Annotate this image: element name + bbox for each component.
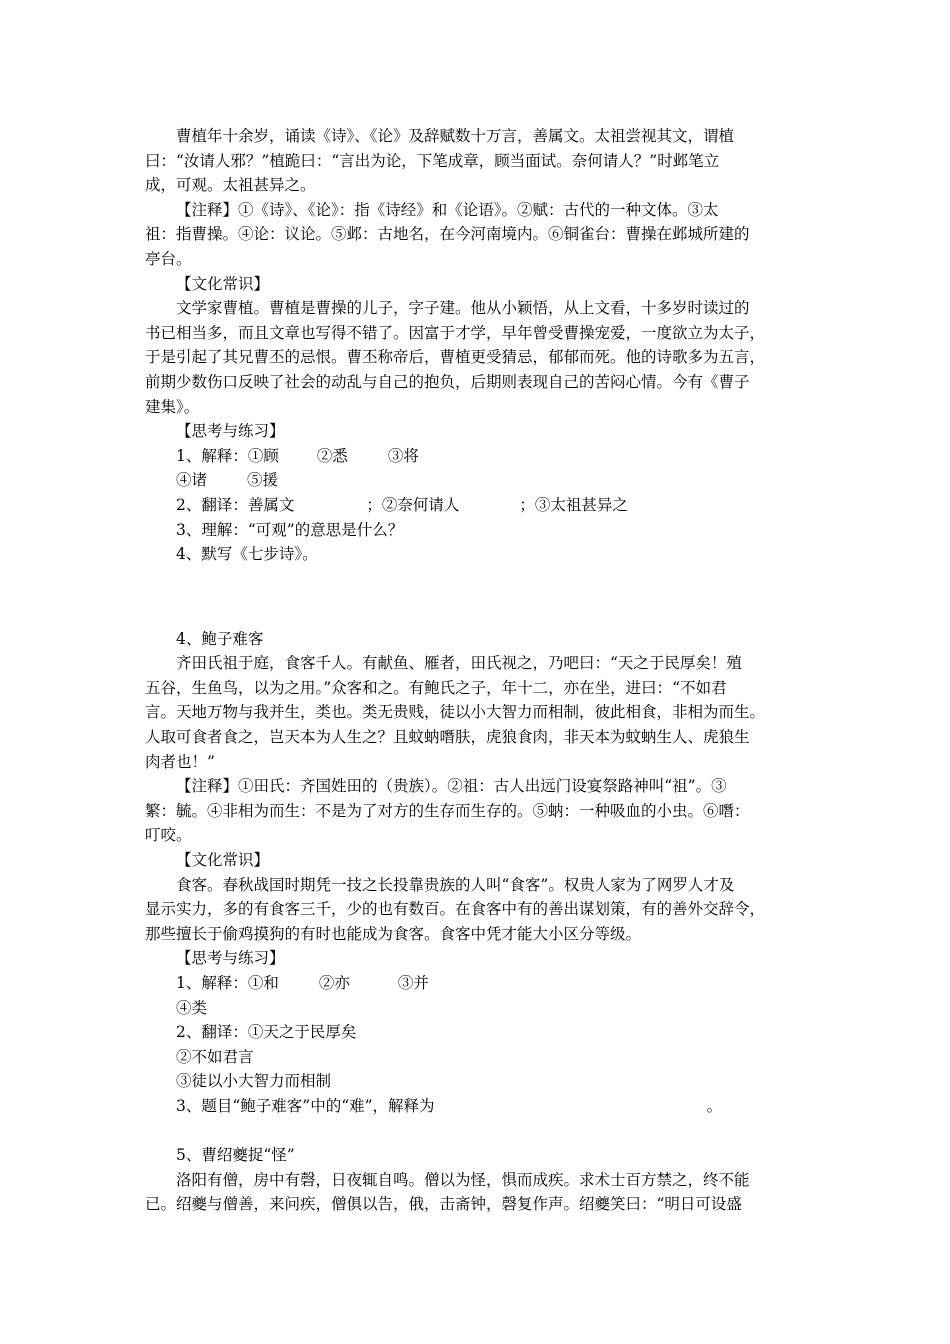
q2-prefix: 2、翻译：: [176, 495, 248, 514]
notes-line: 叮咬。: [145, 826, 192, 845]
exercise-q2-cont: ②不如君言: [176, 1047, 254, 1066]
exercise-q1-cont: ④类: [176, 998, 208, 1017]
notes-line: 【注释】①《诗》、《论》：指《诗经》和《论语》。②赋：古代的一种文体。③太: [176, 200, 719, 219]
q1-item: ④诸: [176, 471, 208, 490]
q1-item: ①顾: [247, 446, 279, 465]
section-title: 4、鲍子难客: [176, 629, 264, 648]
notes-line: 亭台。: [145, 249, 192, 268]
passage-line: 五谷，生鱼鸟，以为之用。”众客和之。有鲍氏之子，年十二，亦在坐，进曰：“不如君: [145, 678, 727, 697]
passage-line: 人取可食者食之，岂天本为人生之？且蚊蚋噆肤，虎狼食肉，非天本为蚊蚋生人、虎狼生: [145, 728, 750, 747]
exercise-q3: 3、理解：“可观”的意思是什么？: [176, 520, 404, 539]
culture-line: 前期少数伤口反映了社会的动乱与自己的抱负，后期则表现自己的苦闷心情。今有《曹子: [145, 372, 750, 391]
exercise-q2: 2、翻译：①天之于民厚矣: [176, 1023, 357, 1042]
q2-item: ；②奈何请人: [366, 495, 460, 514]
culture-line: 那些擅长于偷鸡摸狗的有时也能成为食客。食客中凭才能大小区分等级。: [145, 924, 642, 943]
q2-item: 善属文: [247, 495, 295, 514]
q1-item: ②亦: [318, 974, 350, 992]
culture-line: 书已相当多，而且文章也写得不错了。因富于才学，早年曾受曹操宠爱，一度欲立为太子，: [145, 323, 766, 342]
passage-line: 曹植年十余岁，诵读《诗》、《论》及辞赋数十万言，善属文。太祖尝视其文，谓植: [176, 127, 735, 145]
section-title: 5、曹绍夔捉“怪”: [176, 1146, 295, 1165]
exercise-q3: [145, 1094, 805, 1119]
exercise-q2: [145, 493, 805, 518]
culture-line: 文学家曹植。曹植是曹操的儿子，字子建。他从小颖悟，从上文看，十多岁时读过的: [176, 299, 750, 318]
q1-item: ⑤援: [247, 471, 279, 490]
q1-item: ③将: [387, 446, 419, 465]
exercise-q1-cont: [145, 468, 805, 493]
exercise-q2-cont: ③徒以小大智力而相制: [176, 1072, 332, 1091]
q3-end: 。: [706, 1096, 723, 1115]
culture-line: 于是引起了其兄曹丕的忌恨。曹丕称帝后，曹植更受猜忌，郁郁而死。他的诗歌多为五言，: [145, 348, 766, 367]
exercise-q1: [145, 971, 805, 996]
culture-heading: 【文化常识】: [176, 851, 270, 870]
exercise-heading: 【思考与练习】: [176, 949, 285, 968]
passage-line: 洛阳有僧，房中有磬，日夜辄自鸣。僧以为怪，惧而成疾。求术士百方禁之，终不能: [176, 1170, 750, 1189]
q3-text: 3、题目“鲍子难客”中的“难”，解释为: [176, 1096, 435, 1115]
q1-item: ②悉: [316, 446, 348, 465]
text-column: [145, 124, 805, 1217]
passage-line: 成，可观。太祖甚异之。: [145, 176, 316, 195]
q1-item: ③并: [397, 974, 429, 992]
q1-item: ①和: [247, 974, 279, 992]
notes-line: 【注释】①田氏：齐国姓田的（贵族）。②祖：古人出远门设宴祭路神叫“祖”。③: [176, 777, 727, 796]
passage-line: 肉者也！”: [145, 752, 215, 771]
q2-item: ；③太祖甚异之: [519, 495, 628, 514]
exercise-q1: [145, 444, 805, 469]
passage-line: 言。天地万物与我并生，类也。类无贵贱，徒以小大智力而相制，彼此相食，非相为而生。: [145, 703, 766, 722]
q1-prefix: 1、解释：: [176, 974, 248, 992]
exercise-heading: 【思考与练习】: [176, 422, 285, 441]
passage-line: 曰：“汝请人邪？”植跪曰：“言出为论，下笔成章，顾当面试。奈何请人？”时邺笔立: [145, 151, 720, 170]
culture-line: 建集》。: [145, 397, 200, 416]
q1-prefix: 1、解释：: [176, 446, 248, 465]
passage-line: 齐田氏祖于庭，食客千人。有献鱼、雁者，田氏视之，乃吧曰：“天之于民厚矣！殖: [176, 654, 742, 673]
culture-line: 食客。春秋战国时期凭一技之长投靠贵族的人叫“食客”。权贵人家为了网罗人才及: [176, 875, 735, 894]
culture-line: 显示实力，多的有食客三千，少的也有数百。在食客中有的善出谋划策，有的善外交辞令，: [145, 900, 766, 919]
notes-line: 繁：毓。④非相为而生：不是为了对方的生存而生存的。⑤蚋：一种吸血的小虫。⑥噆：: [145, 801, 750, 820]
culture-heading: 【文化常识】: [176, 274, 270, 293]
passage-line: 已。绍夔与僧善，来问疾，僧俱以告，俄，击斋钟，磬复作声。绍夔笑曰：“明日可设盛: [145, 1195, 742, 1214]
exercise-q4: 4、默写《七步诗》。: [176, 545, 318, 564]
notes-line: 祖：指曹操。④论：议论。⑤邺：古地名，在今河南境内。⑥铜雀台：曹操在邺城所建的: [145, 225, 750, 244]
